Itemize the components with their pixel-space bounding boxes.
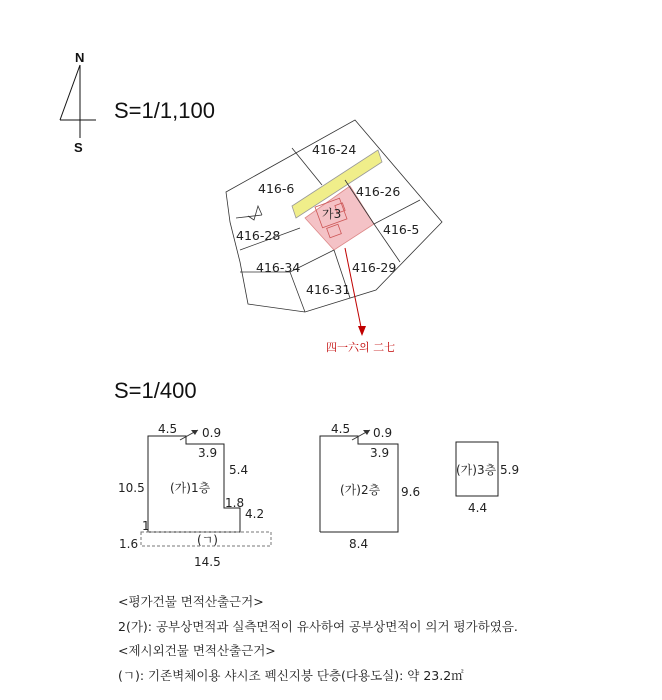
dimension-label: 5.9 xyxy=(500,463,520,477)
lot-label: 416-31 xyxy=(306,282,351,297)
floor-label: (가)3층 xyxy=(456,463,497,477)
dimension-label: 0.9 xyxy=(373,426,393,440)
lot-label: 416-26 xyxy=(356,184,401,199)
notes-heading-appraised: <평가건물 면적산출근거> xyxy=(118,594,264,609)
dimension-label: 1 xyxy=(142,519,150,533)
notes-line: 2(가): 공부상면적과 실측면적이 유사하여 공부상면적이 의거 평가하였음. xyxy=(118,618,518,634)
subject-lot-label: 가3 xyxy=(322,207,342,221)
dimension-label: 4.2 xyxy=(245,507,265,521)
dimension-label: 3.9 xyxy=(198,446,218,460)
dimension-label: 0.9 xyxy=(202,426,222,440)
dimension-label: 4.5 xyxy=(158,422,178,436)
notes-line: (ㄱ): 기존벽체이용 샤시조 펙신지붕 단층(다용도실): 약 23.2㎡ xyxy=(118,667,464,683)
dimension-label: 4.5 xyxy=(331,422,351,436)
dimension-label: 3.9 xyxy=(370,446,390,460)
floor-plan-scale: S=1/400 xyxy=(114,378,197,403)
dimension-label: 1.8 xyxy=(225,496,245,510)
compass-north: N xyxy=(75,50,85,65)
annex-label: (ㄱ) xyxy=(197,533,218,547)
dimension-label: 14.5 xyxy=(194,555,221,569)
floor-label: (가)1층 xyxy=(170,481,211,495)
lot-label: 416-28 xyxy=(236,228,281,243)
dimension-label: 8.4 xyxy=(349,537,369,551)
dimension-label: 5.4 xyxy=(229,463,249,477)
compass-south: S xyxy=(74,140,83,155)
dimension-label: 9.6 xyxy=(401,485,421,499)
area-notes xyxy=(118,590,658,688)
dimension-label: 4.4 xyxy=(468,501,488,515)
site-plan-scale: S=1/1,100 xyxy=(114,98,215,123)
dimension-label: 10.5 xyxy=(118,481,145,495)
lot-annotation: 四一六의 二七 xyxy=(326,341,396,354)
lot-label: 416-29 xyxy=(352,260,397,275)
lot-label: 416-34 xyxy=(256,260,301,275)
lot-label: 416-24 xyxy=(312,142,357,157)
north-arrow-icon xyxy=(60,50,96,155)
lot-label: 416-5 xyxy=(383,222,420,237)
dimension-label: 1.6 xyxy=(119,537,139,551)
floor-label: (가)2층 xyxy=(340,483,381,497)
notes-heading-excluded: <제시외건물 면적산출근거> xyxy=(118,643,276,658)
lot-label: 416-6 xyxy=(258,181,295,196)
